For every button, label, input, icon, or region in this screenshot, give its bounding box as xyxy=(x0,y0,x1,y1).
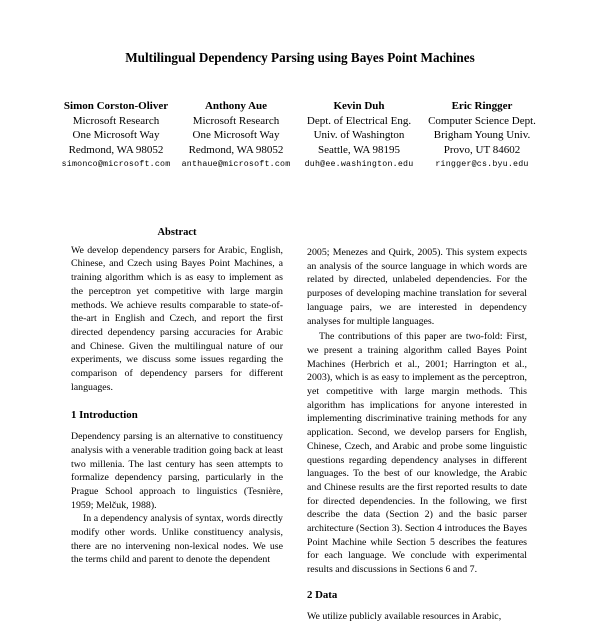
section-2-heading: 2 Data xyxy=(307,588,338,601)
author-name: Simon Corston-Oliver xyxy=(63,100,169,112)
author-email[interactable]: duh@ee.washington.edu xyxy=(304,160,414,169)
author-city: Redmond, WA 98052 xyxy=(188,143,284,156)
author-name: Kevin Duh xyxy=(333,100,385,112)
section-1-heading: 1 Introduction xyxy=(71,409,138,422)
section-1-paragraph-2: In a dependency analysis of syntax, words directly modify other words. Unlike constituency analysis, there are no intervening non-lexical nodes. We use the terms child and parent to denote the dependent xyxy=(71,513,283,566)
right-column xyxy=(307,246,527,623)
author-4 xyxy=(422,99,542,173)
author-1 xyxy=(56,99,176,173)
section-2-paragraph-1: We utilize publicly available resources in Arabic, xyxy=(307,610,502,622)
section-1-paragraph-1: Dependency parsing is an alternative to constituency analysis with a venerable tradition going back at least two millenia. The last century has seen attempts to formalize dependency parsing, particularly in the Prague School approach to linguistics (Tesnière, 1959; Melčuk, 1988). xyxy=(71,431,283,511)
author-email[interactable]: simonco@microsoft.com xyxy=(61,160,171,169)
author-city: Redmond, WA 98052 xyxy=(68,143,164,156)
author-affiliation: Dept. of Electrical Eng. xyxy=(306,114,412,127)
author-address: One Microsoft Way xyxy=(192,129,280,141)
author-name: Eric Ringger xyxy=(451,100,513,112)
abstract-heading: Abstract xyxy=(157,227,197,238)
left-column xyxy=(71,226,283,567)
abstract-text: We develop dependency parsers for Arabic, English, Chinese, and Czech using Bayes Point Machines, a training algorithm which is as easy to implement as the perceptron yet competitive with large margin methods. We achieve results comparable to state-of-the-art in English and Czech, and report the first directed dependency parsing accuracies for Arabic and Chinese. Given the multilingual nature of our experiments, we discuss some issues regarding the comparison of dependency parsers for different languages. xyxy=(71,244,283,393)
author-block xyxy=(60,99,540,169)
paper-title: Multilingual Dependency Parsing using Bayes Point Machines xyxy=(125,50,475,65)
author-address: One Microsoft Way xyxy=(72,129,160,141)
right-paragraph-1: 2005; Menezes and Quirk, 2005). This system expects an analysis of the source language in which words are related by directed, unlabeled dependencies. For the purposes of developing machine translation for several language pairs, we are interested in dependency analyses for multiple languages. xyxy=(307,247,527,327)
author-address: Brigham Young Univ. xyxy=(433,129,531,141)
author-name: Anthony Aue xyxy=(204,100,268,112)
author-email[interactable]: ringger@cs.byu.edu xyxy=(435,160,529,169)
author-affiliation: Microsoft Research xyxy=(192,114,280,127)
author-city: Seattle, WA 98195 xyxy=(318,143,400,156)
author-city: Provo, UT 84602 xyxy=(443,143,521,156)
author-email[interactable]: anthaue@microsoft.com xyxy=(181,160,291,169)
right-paragraph-2: The contributions of this paper are two-fold: First, we present a training algorithm called Bayes Point Machines (Herbrich et al., 2001; Harrington et al., 2003), which is as easy to implement as the perceptron, yet competitive with large margin methods. This algorithm has implications for anyone interested in implementing discriminative training methods for any application. Second, we develop parsers for English, Chinese, Czech, and Arabic and probe some linguistic questions regarding dependency analyses in different languages. To the best of our knowledge, the Arabic and Chinese results are the first reported results to date for directed dependencies. In the following, we first describe the data (Section 2) and the basic parser architecture (Section 3). Section 4 introduces the Bayes Point Machine while Section 5 describes the features for each language. We conclude with experimental results and discussions in Sections 6 and 7. xyxy=(307,331,527,576)
author-3 xyxy=(299,99,419,173)
author-2 xyxy=(176,99,296,173)
author-affiliation: Microsoft Research xyxy=(72,114,160,127)
author-address: Univ. of Washington xyxy=(313,129,405,141)
author-affiliation: Computer Science Dept. xyxy=(428,114,536,127)
